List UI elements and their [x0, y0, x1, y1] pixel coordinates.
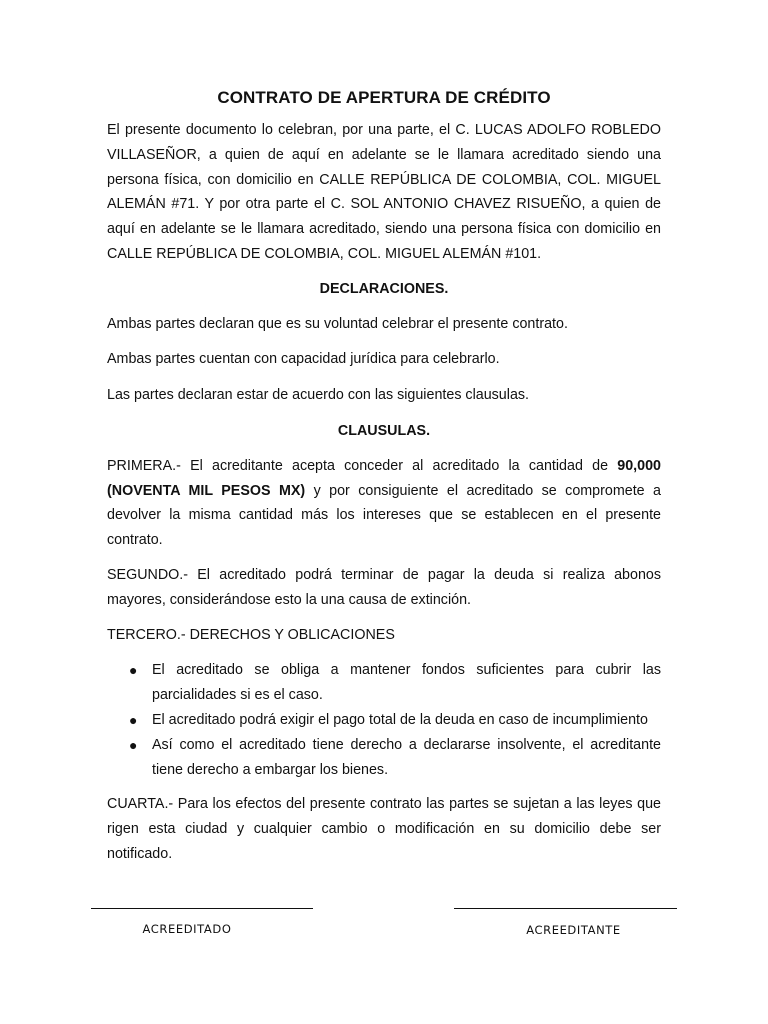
- bullet-text: El acreditado se obliga a mantener fondos suficientes para cubrir las parcialidades si es el caso.: [152, 662, 661, 704]
- list-item: [107, 733, 661, 783]
- declaracion-3: Las partes declaran estar de acuerdo con las siguientes clausulas.: [107, 387, 530, 404]
- declaracion-1: Ambas partes declaran que es su voluntad celebrar el presente contrato.: [107, 315, 568, 332]
- tercero-bullet-list: [107, 658, 661, 782]
- signature-line: [454, 908, 677, 909]
- signature-line: [91, 908, 313, 909]
- document-body: [107, 88, 661, 877]
- primera-text-end: y por consiguiente el acreditado se compromete a devolver la misma cantidad más los intereses que se establecen en el presente contrato.: [107, 482, 661, 549]
- signature-acreditante: [454, 908, 677, 937]
- bullet-icon: ●: [129, 711, 138, 728]
- bullet-text: El acreditado podrá exigir el pago total de la deuda en caso de incumplimiento: [152, 711, 648, 728]
- bullet-text: Así como el acreditado tiene derecho a declararse insolvente, el acreditante tiene derecho a embargar los bienes.: [152, 736, 661, 778]
- bullet-icon: ●: [129, 736, 138, 753]
- clausula-segundo: SEGUNDO.- El acreditado podrá terminar de pagar la deuda si realiza abonos mayores, considerándose esto la una causa de extinción.: [107, 566, 661, 608]
- primera-amount: 90,000 (NOVENTA MIL PESOS MX): [107, 457, 661, 499]
- declaracion-2: Ambas partes cuentan con capacidad jurídica para celebrarlo.: [107, 351, 500, 368]
- clausulas-heading: CLAUSULAS.: [337, 422, 431, 439]
- document-title: CONTRATO DE APERTURA DE CRÉDITO: [217, 88, 551, 107]
- list-item: [107, 658, 661, 708]
- list-item: [107, 708, 661, 733]
- signature-label-left: ACREEDITADO: [142, 922, 232, 936]
- clausula-cuarta: CUARTA.- Para los efectos del presente contrato las partes se sujetan a las leyes que rigen esta ciudad y cualquier cambio o modificación en su domicilio debe ser notificado.: [107, 796, 661, 862]
- clausula-tercero-heading: TERCERO.- DERECHOS Y OBLICACIONES: [107, 626, 395, 643]
- declaraciones-heading: DECLARACIONES.: [319, 280, 449, 297]
- primera-text-start: PRIMERA.- El acreditante acepta conceder al acreditado la cantidad de: [107, 457, 618, 474]
- signature-label-right: ACREEDITANTE: [526, 923, 621, 937]
- clausula-primera: [107, 454, 661, 553]
- intro-paragraph: El presente documento lo celebran, por una parte, el C. LUCAS ADOLFO ROBLEDO VILLASEÑOR, a quien de aquí en adelante se le llamara acreditado siendo una persona física, con domicilio en CALLE REPÚBLICA DE COLOMBIA, COL. MIGUEL ALEMÁN #71. Y por otra parte el C. SOL ANTONIO CHAVEZ RISUEÑO, a quien de aquí en adelante se le llamara acreditado, siendo una persona física con domicilio en CALLE REPÚBLICA DE COLOMBIA, COL. MIGUEL ALEMÁN #101.: [107, 122, 661, 262]
- signature-acreditado: [91, 908, 313, 936]
- bullet-icon: ●: [129, 662, 138, 679]
